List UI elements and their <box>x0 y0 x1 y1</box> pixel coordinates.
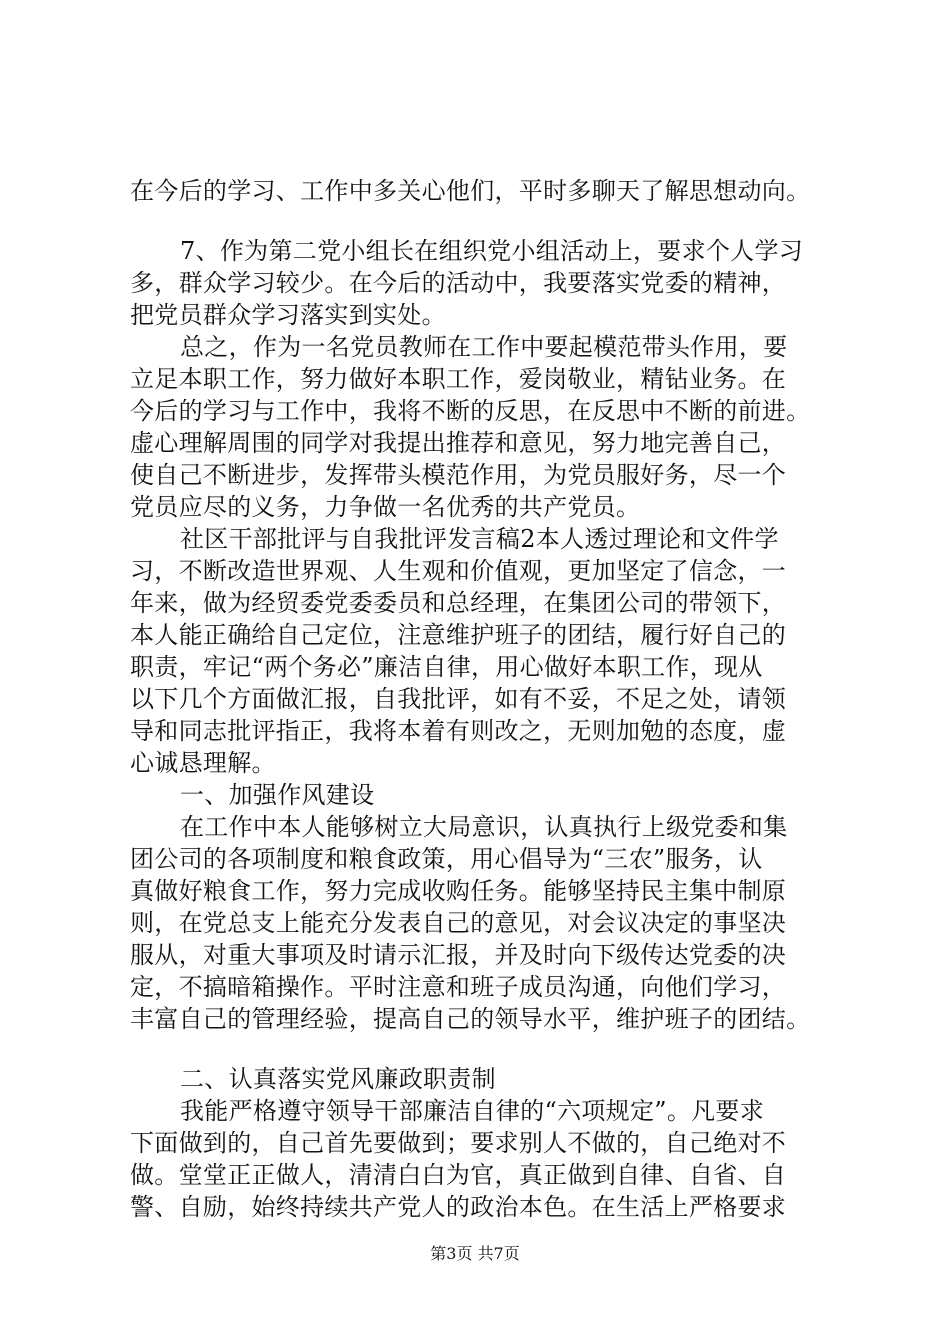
text-line: 把党员群众学习落实到实处。 <box>130 301 446 329</box>
text-line: 今后的学习与工作中，我将不断的反思，在反思中不断的前进。 <box>130 397 811 425</box>
text-line: 立足本职工作，努力做好本职工作，爱岗敬业，精钻业务。在 <box>130 365 787 393</box>
text-line: 团公司的各项制度和粮食政策，用心倡导为“三农”服务，认 <box>130 845 763 873</box>
text-line: 社区干部批评与自我批评发言稿2本人透过理论和文件学 <box>180 525 779 553</box>
text-line: 多，群众学习较少。在今后的活动中，我要落实党委的精神， <box>130 269 787 297</box>
text-line: 党员应尽的义务，力争做一名优秀的共产党员。 <box>130 493 641 521</box>
text-line: 警、自励，始终持续共产党人的政治本色。在生活上严格要求 <box>130 1193 787 1221</box>
text-line: 7、作为第二党小组长在组织党小组活动上，要求个人学习 <box>180 237 804 265</box>
text-line: 真做好粮食工作，努力完成收购任务。能够坚持民主集中制原 <box>130 877 787 905</box>
text-line: 在工作中本人能够树立大局意识，认真执行上级党委和集 <box>180 813 788 841</box>
text-line: 使自己不断进步，发挥带头模范作用，为党员服好务，尽一个 <box>130 461 787 489</box>
text-line: 以下几个方面做汇报，自我批评，如有不妥，不足之处，请领 <box>130 685 787 713</box>
text-line: 做。堂堂正正做人，清清白白为官，真正做到自律、自省、自 <box>130 1161 787 1189</box>
text-line: 年来，做为经贸委党委委员和总经理，在集团公司的带领下， <box>130 589 787 617</box>
text-line: 导和同志批评指正，我将本着有则改之，无则加勉的态度，虚 <box>130 717 787 745</box>
text-line: 总之，作为一名党员教师在工作中要起模范带头作用，要 <box>180 333 788 361</box>
text-line: 职责，牢记“两个务必”廉洁自律，用心做好本职工作，现从 <box>130 653 763 681</box>
text-line: 丰富自己的管理经验，提高自己的领导水平，维护班子的团结。 <box>130 1005 811 1033</box>
text-line: 我能严格遵守领导干部廉洁自律的“六项规定”。凡要求 <box>180 1097 765 1125</box>
text-line: 则，在党总支上能充分发表自己的意见，对会议决定的事坚决 <box>130 909 787 937</box>
text-line: 下面做到的，自己首先要做到；要求别人不做的，自己绝对不 <box>130 1129 787 1157</box>
text-line: 服从，对重大事项及时请示汇报，并及时向下级传达党委的决 <box>130 941 787 969</box>
text-line: 习，不断改造世界观、人生观和价值观，更加坚定了信念，一 <box>130 557 787 585</box>
text-line: 虚心理解周围的同学对我提出推荐和意见，努力地完善自己， <box>130 429 787 457</box>
page-number-footer: 第3页 共7页 <box>430 1244 520 1263</box>
section-heading: 一、加强作风建设 <box>180 781 375 809</box>
text-line: 定，不搞暗箱操作。平时注意和班子成员沟通，向他们学习， <box>130 973 787 1001</box>
text-line: 在今后的学习、工作中多关心他们，平时多聊天了解思想动向。 <box>130 177 811 205</box>
text-line: 本人能正确给自己定位，注意维护班子的团结，履行好自己的 <box>130 621 787 649</box>
section-heading: 二、认真落实党风廉政职责制 <box>180 1065 496 1093</box>
text-line: 心诚恳理解。 <box>130 749 276 777</box>
